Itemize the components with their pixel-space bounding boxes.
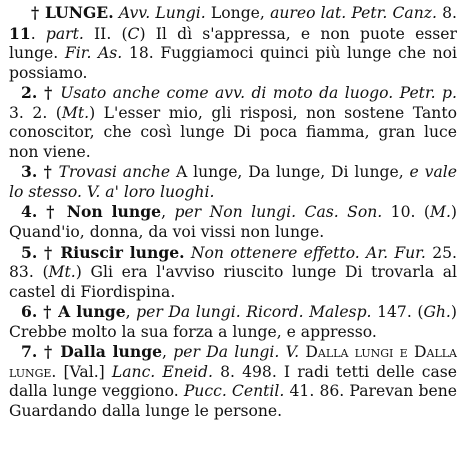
italic-text: part. xyxy=(45,24,84,43)
dictionary-entry xyxy=(9,162,457,202)
italic-text: aureo lat. Petr. Canz. xyxy=(270,4,437,22)
body-text: 8. 498. I radi tetti delle case dalla lunge veggiono. xyxy=(9,362,457,401)
italic-text: M. xyxy=(429,203,451,222)
body-text: , xyxy=(162,343,174,362)
dictionary-entry xyxy=(9,302,457,342)
body-text: A lunge, Da lunge, Di lunge, xyxy=(170,163,410,182)
headword: 7. † Dalla lunge xyxy=(21,342,163,362)
body-text: 41. 86. Parevan bene Guardando dalla lunge le persone. xyxy=(9,382,457,420)
italic-text: per Da lungi. V. xyxy=(173,343,300,362)
body-text: Longe, xyxy=(205,4,271,22)
italic-text: Pucc. Centil. xyxy=(183,382,285,401)
italic-text: Fir. As. xyxy=(64,44,123,63)
body-text: II. ( xyxy=(83,24,128,43)
italic-text: Mt. xyxy=(61,103,90,122)
body-text: ) Il dì s'appressa, e non puote esser lunge. xyxy=(9,24,457,63)
body-text: 8. xyxy=(436,4,458,22)
italic-text: Gh. xyxy=(423,303,451,322)
italic-text: per Non lungi. Cas. Son. xyxy=(174,203,383,222)
italic-text: Avv. Lungi. xyxy=(113,4,206,22)
body-text: 18. Fuggiamoci quinci più lunge che noi possiamo. xyxy=(9,44,458,82)
headword: 5. † Riuscir lunge. xyxy=(21,242,185,262)
headword: † LUNGE. xyxy=(31,3,114,22)
italic-text: Non ottenere effetto. Ar. Fur. xyxy=(184,243,426,262)
headword: 2. † xyxy=(21,83,54,103)
dictionary-entry xyxy=(9,243,457,303)
dictionary-entry xyxy=(9,342,457,421)
italic-text: Lanc. Eneid. xyxy=(111,362,213,381)
body-text: ) Gli era l'avviso riuscito lunge Di trovarla al castel di Fiordispina. xyxy=(9,263,457,301)
small-caps-text: Dalla lungi e Dalla lunge xyxy=(9,343,457,381)
headword: 3. † xyxy=(21,162,53,182)
italic-text: Usato anche come avv. di moto da luogo. Petr. p. xyxy=(53,84,457,103)
italic-text: e vale lo stesso. V. a' loro luoghi. xyxy=(9,163,457,201)
body-text: ) Quand'io, donna, da voi vissi non lunge. xyxy=(9,203,458,242)
italic-text: Mt. xyxy=(48,263,76,282)
body-text: ) Crebbe molto la sua forza a lunge, e appresso. xyxy=(9,303,457,341)
italic-text: per Da lungi. Ricord. Malesp. xyxy=(136,303,372,322)
body-text: 10. ( xyxy=(382,203,430,222)
dictionary-entry xyxy=(9,202,457,242)
body-text: , xyxy=(125,303,137,322)
headword: 4. † Non lunge xyxy=(21,202,162,222)
headword: 6. † A lunge xyxy=(21,302,126,322)
body-text: ) L'esser mio, gli risposi, non sostene Tanto conoscitor, che così lunge Di poca fiamma, gran luce non viene. xyxy=(9,103,457,161)
body-text: , xyxy=(161,203,175,222)
dictionary-entry xyxy=(9,83,457,162)
italic-text: Trovasi anche xyxy=(52,163,171,182)
body-text: 147. ( xyxy=(371,303,424,322)
body-text: 3. 2. ( xyxy=(9,103,62,122)
body-text: 25. 83. ( xyxy=(9,243,457,282)
body-text: . xyxy=(30,24,46,43)
body-text: . [Val.] xyxy=(51,362,112,381)
dictionary-entry xyxy=(9,3,457,83)
italic-text: C xyxy=(127,24,140,43)
headword: 11 xyxy=(9,23,31,43)
